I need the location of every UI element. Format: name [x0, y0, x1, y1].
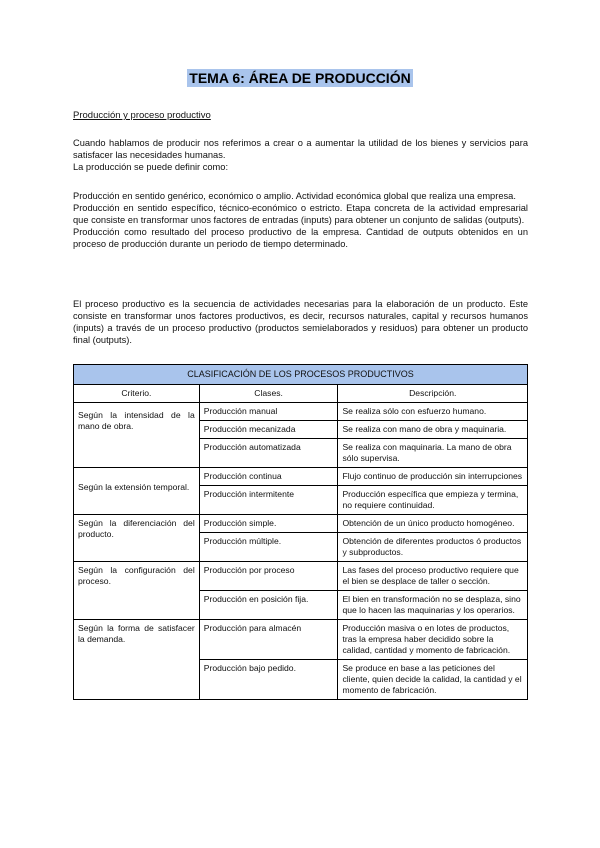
description-cell: Obtención de diferentes productos ó productos y subproductos. — [338, 533, 528, 562]
definition-specific: Producción en sentido específico, técnico-económico o estricto. Etapa concreta de la actividad empresarial que consiste en transformar unos factores de entradas (inputs) para obtener un conjunto de salidas (outputs). — [73, 203, 528, 225]
description-cell: Flujo continuo de producción sin interrupciones — [338, 468, 528, 486]
class-cell: Producción mecanizada — [199, 421, 338, 439]
class-cell: Producción simple. — [199, 515, 338, 533]
criterion-cell: Según la extensión temporal. — [74, 468, 200, 515]
criterion-cell: Según la configuración del proceso. — [74, 562, 200, 620]
description-cell: Producción específica que empieza y termina, no requiere continuidad. — [338, 486, 528, 515]
classification-table — [73, 364, 528, 700]
description-cell: Las fases del proceso productivo requiere que el bien se desplace de taller o sección. — [338, 562, 528, 591]
class-cell: Producción automatizada — [199, 439, 338, 468]
description-cell: Se realiza sólo con esfuerzo humano. — [338, 403, 528, 421]
description-cell: Se produce en base a las peticiones del cliente, quien decide la calidad, la cantidad y el momento de fabricación. — [338, 660, 528, 700]
class-cell: Producción múltiple. — [199, 533, 338, 562]
page-title: TEMA 6: ÁREA DE PRODUCCIÓN — [189, 70, 411, 86]
criterion-cell: Según la forma de satisfacer la demanda. — [74, 620, 200, 700]
description-cell: El bien en transformación no se desplaza, sino que lo hacen las maquinarias y los operarios. — [338, 591, 528, 620]
table-row — [74, 620, 528, 660]
intro-block — [73, 137, 528, 173]
criterion-cell: Según la intensidad de la mano de obra. — [74, 403, 200, 468]
class-cell: Producción bajo pedido. — [199, 660, 338, 700]
class-cell: Producción en posición fija. — [199, 591, 338, 620]
description-cell: Obtención de un único producto homogéneo. — [338, 515, 528, 533]
description-cell: Se realiza con mano de obra y maquinaria. — [338, 421, 528, 439]
description-cell: Producción masiva o en lotes de productos, tras la empresa haber decidido sobre la calidad, cantidad y momento de fabricación. — [338, 620, 528, 660]
criterion-cell: Según la diferenciación del producto. — [74, 515, 200, 562]
process-paragraph: El proceso productivo es la secuencia de actividades necesarias para la elaboración de un producto. Este consiste en transformar unos factores productivos, es decir, recursos naturales, capital y recursos humanos (inputs) a través de un proceso productivo (productos semielaborados y residuos) para obtener un producto final (outputs). — [73, 299, 528, 345]
column-header-criterio: Criterio. — [74, 385, 200, 403]
section-heading: Producción y proceso productivo — [73, 110, 211, 121]
intro-lead: La producción se puede definir como: — [73, 162, 229, 172]
class-cell: Producción manual — [199, 403, 338, 421]
class-cell: Producción continua — [199, 468, 338, 486]
class-cell: Producción por proceso — [199, 562, 338, 591]
description-cell: Se realiza con maquinaria. La mano de obra sólo supervisa. — [338, 439, 528, 468]
table-row — [74, 562, 528, 591]
class-cell: Producción para almacén — [199, 620, 338, 660]
table-caption: CLASIFICACIÓN DE LOS PROCESOS PRODUCTIVOS — [74, 365, 528, 385]
class-cell: Producción intermitente — [199, 486, 338, 515]
table-row — [74, 515, 528, 533]
table-row — [74, 468, 528, 486]
intro-paragraph: Cuando hablamos de producir nos referimos a crear o a aumentar la utilidad de los bienes y servicios para satisfacer las necesidades humanas. — [73, 138, 528, 160]
table-row — [74, 403, 528, 421]
definition-generic: Producción en sentido genérico, económico o amplio. Actividad económica global que realiza una empresa. — [73, 191, 516, 201]
column-header-clases: Clases. — [199, 385, 338, 403]
definitions-block — [73, 190, 528, 250]
column-header-descripcion: Descripción. — [338, 385, 528, 403]
definition-result: Producción como resultado del proceso productivo de la empresa. Cantidad de outputs obtenidos en un proceso de producción durante un periodo de tiempo determinado. — [73, 227, 528, 249]
